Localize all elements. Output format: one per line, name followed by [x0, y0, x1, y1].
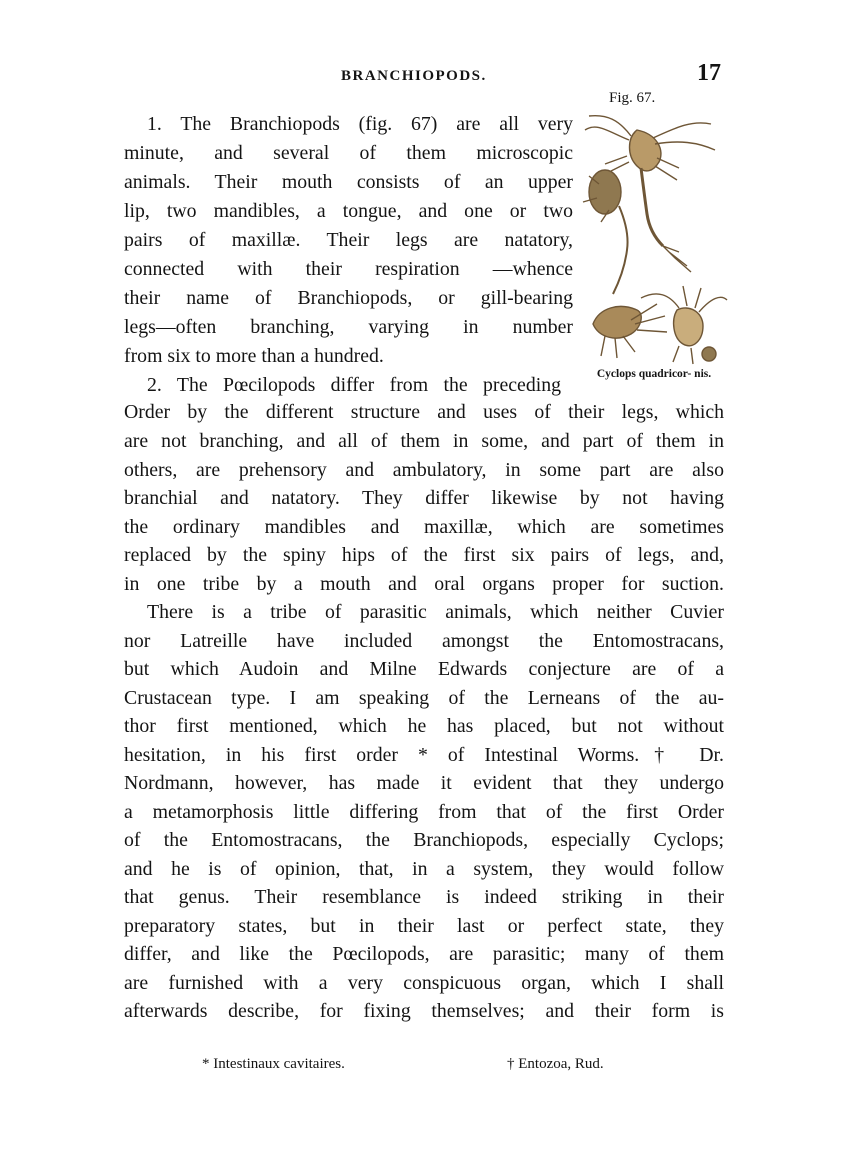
body-line: are not branching, and all of them in some, and part of them in [124, 430, 724, 452]
body-line: Order by the different structure and uses of their legs, which [124, 401, 724, 423]
body-line: and he is of opinion, that, in a system, they would follow [124, 858, 724, 880]
body-line: of the Entomostracans, the Branchiopods, especially Cyclops; [124, 829, 724, 851]
body-line: 1. The Branchiopods (fig. 67) are all very [147, 113, 573, 135]
body-line: in one tribe by a mouth and oral organs proper for suction. [124, 573, 724, 595]
body-line: from six to more than a hundred. [124, 345, 384, 367]
body-line: There is a tribe of parasitic animals, which neither Cuvier [147, 601, 724, 623]
body-line: branchial and natatory. They differ likewise by not having [124, 487, 724, 509]
body-line: that genus. Their resemblance is indeed striking in their [124, 886, 724, 908]
body-line: are furnished with a very conspicuous organ, which I shall [124, 972, 724, 994]
body-line: 2. The Pœcilopods differ from the preceding [147, 374, 561, 396]
cyclops-engraving-icon [579, 110, 729, 365]
body-line: pairs of maxillæ. Their legs are natatory, [124, 229, 573, 251]
body-line: lip, two mandibles, a tongue, and one or two [124, 200, 573, 222]
body-line: replaced by the spiny hips of the first six pairs of legs, and, [124, 544, 724, 566]
body-line: others, are prehensory and ambulatory, in some part are also [124, 459, 724, 481]
page-number: 17 [697, 60, 721, 86]
body-line: nor Latreille have included amongst the Entomostracans, [124, 630, 724, 652]
body-line: animals. Their mouth consists of an upper [124, 171, 573, 193]
body-line: thor first mentioned, which he has placed, but not without [124, 715, 724, 737]
figure-67 [579, 90, 729, 420]
body-line: Crustacean type. I am speaking of the Lerneans of the au- [124, 687, 724, 709]
body-line: their name of Branchiopods, or gill-bearing [124, 287, 573, 309]
body-line: but which Audoin and Milne Edwards conjecture are of a [124, 658, 724, 680]
figure-caption: Cyclops quadricor- nis. [596, 368, 712, 380]
running-title: BRANCHIOPODS. [341, 68, 487, 84]
body-line: preparatory states, but in their last or perfect state, they [124, 915, 724, 937]
body-line: minute, and several of them microscopic [124, 142, 573, 164]
body-line: the ordinary mandibles and maxillæ, which are sometimes [124, 516, 724, 538]
body-line: a metamorphosis little differing from that of the first Order [124, 801, 724, 823]
body-line: Nordmann, however, has made it evident that they undergo [124, 772, 724, 794]
body-line: legs—often branching, varying in number [124, 316, 573, 338]
body-line: afterwards describe, for fixing themselves; and their form is [124, 1000, 724, 1022]
body-line: differ, and like the Pœcilopods, are parasitic; many of them [124, 943, 724, 965]
body-line: hesitation, in his first order * of Intestinal Worms.† Dr. [124, 744, 724, 766]
body-line: connected with their respiration —whence [124, 258, 573, 280]
footnote-intestinaux: * Intestinaux cavitaires. [202, 1056, 345, 1072]
figure-label: Fig. 67. [609, 90, 656, 106]
footnote-entozoa: † Entozoa, Rud. [507, 1056, 604, 1072]
